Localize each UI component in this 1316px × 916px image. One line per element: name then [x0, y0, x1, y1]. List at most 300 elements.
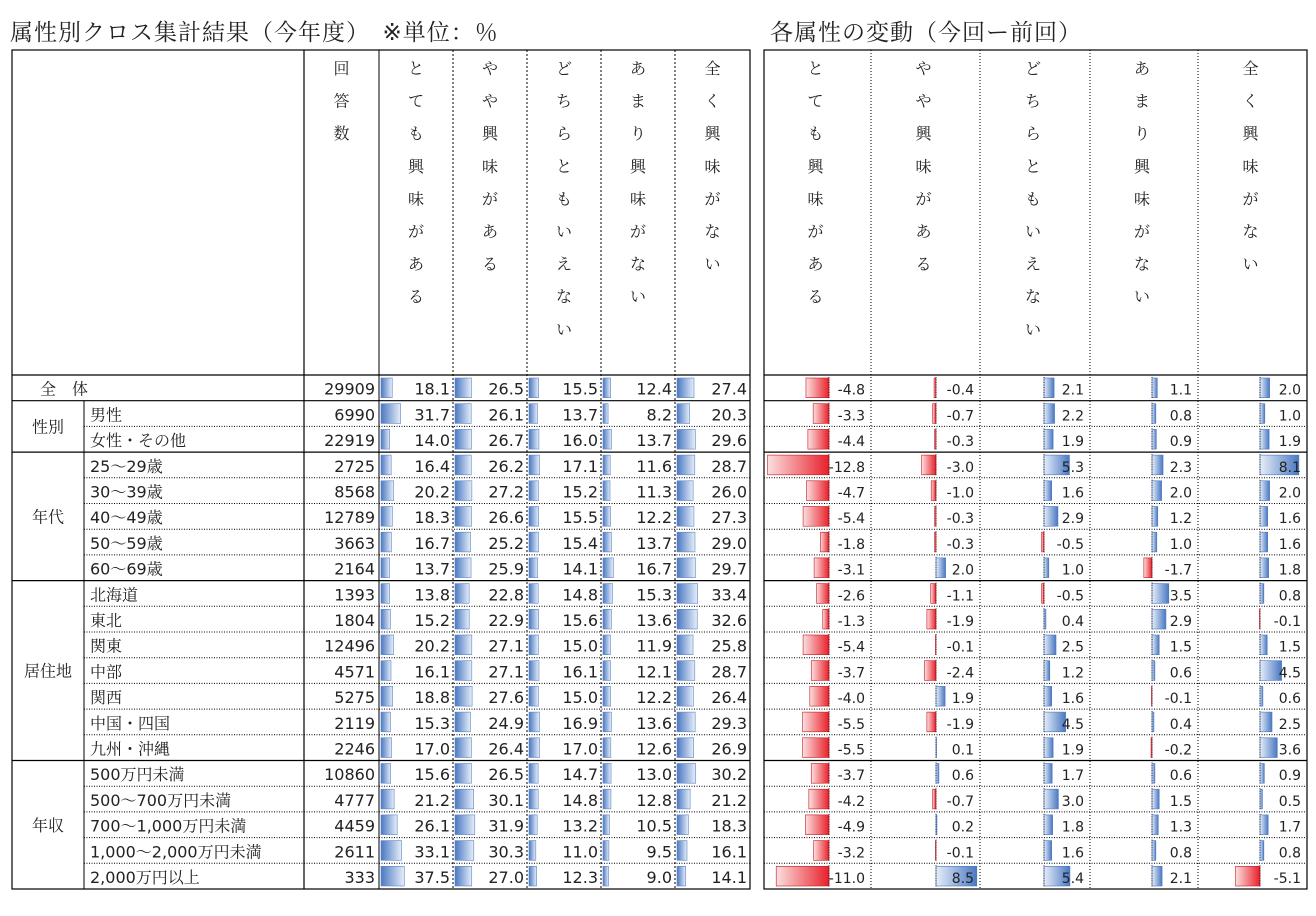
header-column-char: 興 — [481, 124, 499, 144]
change-bar-negative — [803, 507, 829, 527]
change-value: 2.0 — [1278, 485, 1301, 502]
change-value: 2.1 — [1169, 871, 1192, 887]
header-column-char: い — [1242, 254, 1259, 274]
respondent-count: 4571 — [334, 662, 375, 682]
percent-bar — [455, 712, 470, 732]
change-bar-negative — [933, 404, 936, 424]
percent-bar — [381, 815, 397, 835]
percent-bar — [455, 789, 474, 809]
percent-value: 18.1 — [414, 379, 450, 399]
header-column-char: り — [1133, 124, 1151, 144]
header-column-char: 味 — [915, 156, 932, 176]
percent-bar — [455, 764, 471, 784]
percent-value: 27.1 — [488, 636, 524, 656]
percent-bar — [529, 764, 538, 784]
header-column-char: い — [555, 222, 573, 241]
percent-value: 16.0 — [562, 431, 598, 451]
percent-bar — [455, 584, 469, 604]
percent-bar — [455, 661, 472, 681]
row-label: 30～39歳 — [90, 482, 163, 502]
percent-bar — [455, 738, 471, 758]
percent-value: 17.0 — [414, 739, 450, 759]
percent-bar — [603, 764, 611, 784]
header-column-char: 全 — [704, 59, 721, 78]
percent-bar — [677, 455, 695, 475]
percent-bar — [381, 609, 390, 629]
change-value: -4.0 — [837, 691, 865, 708]
header-column-char: 興 — [807, 156, 824, 176]
change-value: 3.5 — [1169, 588, 1192, 605]
percent-bar — [603, 712, 611, 732]
percent-value: 11.0 — [562, 842, 598, 862]
change-value: 0.8 — [1169, 408, 1192, 425]
change-bar-positive — [1044, 764, 1052, 784]
change-value: 5.4 — [1061, 871, 1084, 887]
header-column-char: な — [1024, 287, 1042, 307]
change-value: 0.9 — [1169, 434, 1192, 451]
change-value: 1.0 — [1169, 536, 1192, 553]
respondent-count: 12496 — [324, 636, 375, 656]
percent-bar — [381, 455, 391, 475]
percent-value: 32.6 — [711, 611, 747, 630]
header-column-char: や — [481, 59, 499, 78]
percent-value: 13.7 — [636, 533, 672, 553]
header-column-char: 味 — [629, 189, 647, 209]
percent-value: 18.8 — [414, 688, 450, 708]
percent-bar — [677, 481, 693, 501]
percent-bar — [677, 686, 693, 706]
change-bar-negative — [814, 558, 829, 578]
header-column-char: 味 — [1133, 189, 1151, 209]
respondent-count: 3663 — [334, 533, 375, 553]
change-bar-positive — [1044, 558, 1049, 578]
change-bar-positive — [1260, 507, 1268, 527]
header-count-char: 答 — [333, 91, 350, 111]
percent-value: 30.3 — [488, 842, 524, 862]
percent-bar — [455, 686, 472, 706]
change-bar-negative — [803, 635, 829, 655]
change-bar-positive — [1044, 635, 1056, 655]
percent-value: 16.1 — [562, 662, 598, 682]
percent-bar — [603, 635, 610, 655]
change-value: -4.2 — [837, 793, 865, 810]
header-column-char: て — [807, 91, 824, 111]
percent-bar — [529, 429, 539, 449]
percent-bar — [603, 789, 611, 809]
percent-value: 31.9 — [488, 816, 524, 836]
change-value: -0.7 — [946, 408, 974, 425]
header-column-char: く — [704, 91, 721, 111]
percent-value: 15.5 — [562, 508, 598, 528]
percent-bar — [677, 764, 696, 784]
change-value: 1.9 — [951, 691, 974, 708]
percent-value: 15.2 — [562, 482, 598, 502]
change-bar-positive — [1152, 455, 1163, 475]
change-value: 0.8 — [1278, 588, 1301, 605]
row-label: 500万円未満 — [90, 765, 185, 785]
header-column-char: い — [1024, 319, 1042, 339]
percent-value: 12.1 — [636, 662, 672, 682]
percent-value: 13.7 — [636, 431, 672, 451]
respondent-count: 2164 — [334, 559, 375, 579]
percent-value: 14.1 — [562, 559, 598, 579]
percent-value: 27.6 — [488, 688, 524, 708]
percent-value: 14.1 — [711, 868, 747, 887]
change-value: -11.0 — [828, 871, 865, 887]
change-bar-positive — [1044, 738, 1053, 758]
change-value: 1.0 — [1061, 562, 1084, 579]
percent-bar — [603, 841, 609, 861]
percent-bar — [603, 429, 611, 449]
percent-value: 26.4 — [711, 688, 747, 708]
percent-bar — [455, 866, 472, 886]
percent-bar — [455, 404, 471, 424]
respondent-count: 1393 — [334, 585, 375, 605]
percent-bar — [381, 481, 394, 501]
percent-bar — [381, 738, 392, 758]
header-column-char: ま — [1133, 91, 1151, 111]
row-label: 全 体 — [40, 379, 89, 399]
percent-value: 13.7 — [414, 559, 450, 579]
change-value: -5.5 — [837, 716, 865, 733]
header-column-char: が — [629, 222, 647, 241]
change-value: -3.2 — [837, 845, 865, 862]
header-column-char: な — [1133, 254, 1151, 274]
change-bar-positive — [1260, 686, 1263, 706]
change-value: 0.4 — [1061, 614, 1084, 630]
group-label: 性別 — [31, 417, 65, 437]
percent-bar — [603, 661, 611, 681]
header-column-char: え — [1024, 254, 1042, 274]
percent-value: 22.8 — [488, 585, 524, 605]
percent-value: 26.5 — [488, 765, 524, 785]
percent-value: 13.6 — [636, 713, 672, 733]
percent-value: 29.0 — [711, 533, 747, 553]
header-column-char: と — [407, 59, 425, 78]
header-column-char: ど — [555, 59, 573, 78]
header-column-char: い — [1133, 287, 1151, 307]
change-value: -0.3 — [946, 434, 974, 451]
header-column-char: な — [629, 254, 647, 274]
header-column-char: く — [1242, 91, 1259, 111]
row-label: 25～29歳 — [90, 456, 163, 476]
header-column-char: あ — [481, 222, 499, 241]
percent-value: 15.0 — [562, 688, 598, 708]
percent-bar — [455, 841, 474, 861]
header-column-char: が — [704, 189, 721, 209]
percent-bar — [455, 507, 471, 527]
change-value: -0.2 — [1164, 742, 1192, 759]
change-value: -1.9 — [946, 614, 974, 630]
change-value: -0.1 — [1273, 614, 1301, 630]
percent-bar — [529, 532, 539, 552]
percent-value: 20.3 — [711, 405, 747, 425]
change-bar-positive — [1260, 378, 1270, 398]
header-column-char: と — [555, 156, 573, 176]
percent-value: 24.9 — [488, 713, 524, 733]
change-value: 1.0 — [1278, 408, 1301, 425]
percent-value: 27.1 — [488, 662, 524, 682]
change-bar-negative — [823, 609, 829, 629]
change-value: -3.1 — [837, 562, 865, 579]
percent-bar — [677, 609, 697, 629]
percent-bar — [529, 661, 539, 681]
header-column-char: も — [555, 189, 573, 209]
percent-value: 33.1 — [414, 842, 450, 862]
change-value: -5.4 — [837, 511, 865, 528]
respondent-count: 1804 — [334, 611, 375, 630]
change-value: 0.2 — [951, 819, 974, 836]
change-value: 1.5 — [1169, 793, 1192, 810]
percent-bar — [455, 635, 472, 655]
header-column-char: が — [481, 189, 499, 209]
header-column-char: な — [555, 287, 573, 307]
respondent-count: 8568 — [334, 482, 375, 502]
change-bar-negative — [927, 609, 936, 629]
percent-bar — [603, 378, 611, 398]
percent-bar — [455, 558, 471, 578]
change-bar-positive — [1044, 841, 1052, 861]
percent-bar — [677, 429, 695, 449]
change-bar-positive — [1152, 481, 1162, 501]
change-bar-positive — [1152, 789, 1159, 809]
header-column-char: が — [1133, 222, 1151, 241]
percent-value: 29.3 — [711, 713, 747, 733]
change-value: -0.1 — [1164, 691, 1192, 708]
row-label: 500～700万円未満 — [90, 790, 232, 810]
percent-value: 15.4 — [562, 533, 598, 553]
header-column-char: あ — [915, 222, 932, 241]
header-column-char: あ — [629, 59, 647, 78]
right-table-title: 各属性の変動（今回ー前回） — [770, 20, 1082, 46]
header-column-char: も — [807, 124, 824, 144]
change-value: 1.9 — [1061, 742, 1084, 759]
change-value: 2.3 — [1169, 459, 1192, 476]
header-column-char: 興 — [1242, 124, 1259, 144]
respondent-count: 6990 — [334, 405, 375, 425]
row-label: 中部 — [90, 662, 123, 682]
change-value: -4.8 — [837, 382, 865, 399]
group-label: 年代 — [31, 507, 65, 527]
change-value: 5.3 — [1061, 459, 1084, 476]
percent-value: 28.7 — [711, 662, 747, 682]
percent-bar — [677, 558, 695, 578]
header-column-char: あ — [407, 254, 425, 274]
change-value: -3.3 — [837, 408, 865, 425]
percent-bar — [603, 609, 611, 629]
change-bar-negative — [813, 404, 829, 424]
change-bar-negative — [1236, 866, 1260, 886]
change-bar-positive — [1152, 635, 1159, 655]
change-bar-positive — [1152, 429, 1156, 449]
change-value: 1.2 — [1169, 511, 1192, 528]
header-column-char: ま — [629, 91, 647, 111]
change-value: -0.1 — [946, 845, 974, 862]
change-value: -4.9 — [837, 819, 865, 836]
change-value: 8.5 — [951, 871, 974, 887]
percent-bar — [381, 378, 392, 398]
header-column-char: ら — [555, 124, 573, 144]
header-column-char: あ — [1133, 59, 1151, 78]
header-column-char: 味 — [407, 189, 425, 209]
percent-bar — [529, 584, 538, 604]
percent-bar — [529, 378, 539, 398]
change-value: -1.7 — [1164, 562, 1192, 579]
change-bar-positive — [1152, 378, 1157, 398]
percent-value: 12.6 — [636, 739, 672, 759]
percent-value: 13.0 — [636, 765, 672, 785]
percent-value: 16.7 — [414, 533, 450, 553]
change-bar-positive — [936, 558, 946, 578]
change-bar-negative — [768, 455, 829, 475]
percent-value: 10.5 — [636, 816, 672, 836]
change-bar-negative — [927, 712, 936, 732]
percent-value: 13.2 — [562, 816, 598, 836]
header-column-char: 味 — [1242, 156, 1259, 176]
percent-value: 13.7 — [562, 405, 598, 425]
change-value: -2.4 — [946, 665, 974, 682]
percent-value: 27.0 — [488, 868, 524, 887]
header-column-char: 味 — [807, 189, 824, 209]
percent-bar — [529, 789, 538, 809]
change-value: -2.6 — [837, 588, 865, 605]
percent-value: 14.8 — [562, 790, 598, 810]
percent-value: 15.6 — [562, 611, 598, 630]
respondent-count: 4777 — [334, 790, 375, 810]
percent-bar — [603, 481, 610, 501]
change-bar-positive — [1152, 815, 1158, 835]
percent-value: 27.2 — [488, 482, 524, 502]
percent-value: 16.1 — [711, 842, 747, 862]
change-value: -3.0 — [946, 459, 974, 476]
percent-bar — [381, 764, 391, 784]
percent-value: 15.2 — [414, 611, 450, 630]
change-bar-positive — [1260, 738, 1277, 758]
percent-bar — [529, 712, 539, 732]
row-label: 東北 — [90, 611, 123, 630]
change-value: 1.3 — [1169, 819, 1192, 836]
percent-bar — [529, 455, 540, 475]
header-column-char: や — [915, 59, 932, 78]
respondent-count: 2119 — [334, 713, 375, 733]
percent-value: 27.3 — [711, 508, 747, 528]
change-value: 1.7 — [1061, 768, 1084, 785]
change-value: 2.0 — [951, 562, 974, 579]
change-bar-negative — [810, 686, 829, 706]
percent-bar — [677, 841, 687, 861]
percent-bar — [381, 841, 402, 861]
header-column-char: る — [807, 287, 824, 307]
change-value: 8.1 — [1278, 459, 1301, 476]
percent-value: 9.0 — [646, 868, 672, 887]
percent-value: 26.1 — [488, 405, 524, 425]
percent-value: 26.0 — [711, 482, 747, 502]
change-bar-positive — [1044, 481, 1052, 501]
percent-value: 26.6 — [488, 508, 524, 528]
change-bar-positive — [1044, 789, 1058, 809]
change-bar-negative — [806, 481, 829, 501]
row-label: 2,000万円以上 — [90, 868, 200, 887]
change-value: 0.6 — [951, 768, 974, 785]
row-label: 関東 — [90, 636, 123, 656]
percent-value: 25.2 — [488, 533, 524, 553]
percent-value: 29.6 — [711, 431, 747, 451]
percent-bar — [529, 507, 539, 527]
header-column-char: も — [407, 124, 425, 144]
change-value: 2.0 — [1278, 382, 1301, 399]
percent-value: 12.4 — [636, 379, 672, 399]
change-bar-negative — [808, 429, 829, 449]
percent-value: 30.2 — [711, 765, 747, 785]
change-bar-positive — [1044, 661, 1050, 681]
percent-value: 12.2 — [636, 508, 672, 528]
percent-bar — [529, 841, 536, 861]
percent-value: 15.0 — [562, 636, 598, 656]
change-value: 2.9 — [1169, 614, 1192, 630]
change-value: -1.1 — [946, 588, 974, 605]
change-bar-negative — [814, 841, 829, 861]
percent-bar — [677, 815, 688, 835]
row-label: 1,000～2,000万円未満 — [90, 842, 262, 862]
percent-bar — [381, 686, 393, 706]
percent-bar — [603, 584, 612, 604]
percent-bar — [603, 686, 611, 706]
change-value: -4.7 — [837, 485, 865, 502]
respondent-count: 22919 — [324, 431, 375, 451]
change-value: 1.8 — [1278, 562, 1301, 579]
change-value: 1.8 — [1061, 819, 1084, 836]
header-column-char: が — [807, 222, 824, 241]
change-value: 0.8 — [1278, 845, 1301, 862]
percent-value: 11.9 — [636, 636, 672, 656]
change-value: -1.9 — [946, 716, 974, 733]
change-value: -3.7 — [837, 768, 865, 785]
percent-bar — [529, 635, 538, 655]
header-column-char: い — [555, 319, 573, 339]
change-bar-negative — [809, 789, 829, 809]
row-label: 九州・沖縄 — [90, 739, 171, 759]
change-value: 1.6 — [1278, 536, 1301, 553]
change-value: 1.5 — [1169, 639, 1192, 656]
change-bar-negative — [922, 455, 936, 475]
header-column-char: る — [915, 254, 932, 274]
change-value: 2.1 — [1061, 382, 1084, 399]
percent-bar — [677, 712, 695, 732]
change-bar-positive — [1152, 866, 1162, 886]
percent-bar — [677, 635, 693, 655]
change-bar-positive — [1152, 661, 1155, 681]
percent-value: 15.5 — [562, 379, 598, 399]
percent-value: 12.2 — [636, 688, 672, 708]
change-bar-positive — [1152, 841, 1156, 861]
percent-value: 16.7 — [636, 559, 672, 579]
percent-value: 29.7 — [711, 559, 747, 579]
percent-bar — [381, 404, 401, 424]
header-column-char: あ — [807, 254, 824, 274]
header-column-char: 味 — [481, 156, 499, 176]
percent-bar — [529, 558, 538, 578]
percent-value: 26.4 — [488, 739, 524, 759]
change-value: 1.2 — [1061, 665, 1084, 682]
change-bar-positive — [936, 686, 945, 706]
percent-bar — [455, 455, 471, 475]
change-value: 0.6 — [1278, 691, 1301, 708]
percent-value: 27.4 — [711, 379, 747, 399]
percent-bar — [455, 429, 472, 449]
change-value: 4.5 — [1061, 716, 1084, 733]
percent-bar — [381, 866, 404, 886]
change-bar-positive — [1044, 507, 1058, 527]
